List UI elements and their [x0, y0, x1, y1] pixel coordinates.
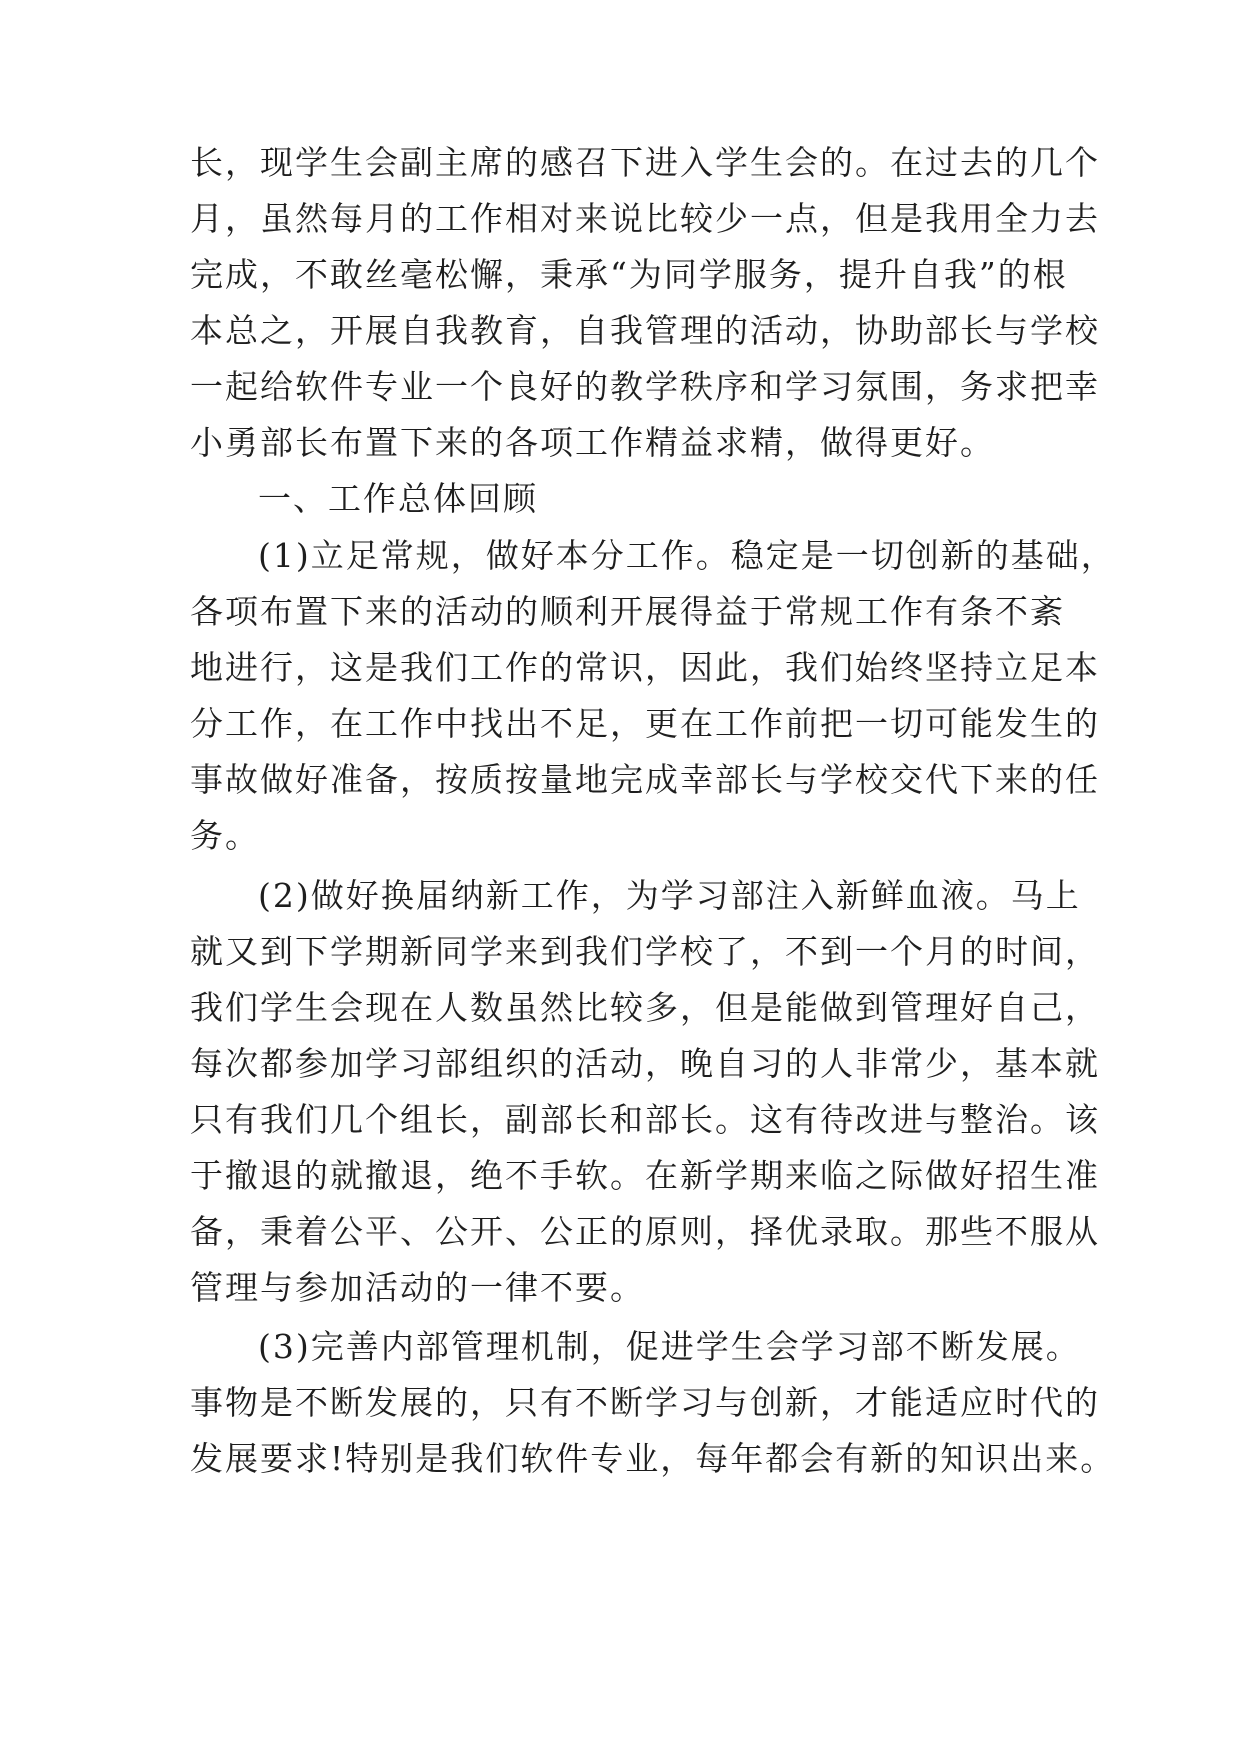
text-line: 各项布置下来的活动的顺利开展得益于常规工作有条不紊: [190, 592, 1065, 631]
text-line: 本总之，开展自我教育，自我管理的活动，协助部长与学校: [190, 311, 1100, 350]
text-line: 我们学生会现在人数虽然比较多，但是能做到管理好自己，: [190, 988, 1100, 1027]
text-line: 长，现学生会副主席的感召下进入学生会的。在过去的几个: [190, 143, 1100, 182]
text-line: 就又到下学期新同学来到我们学校了，不到一个月的时间，: [190, 932, 1100, 971]
text-line: 每次都参加学习部组织的活动，晚自习的人非常少，基本就: [190, 1044, 1100, 1083]
text-line: 备，秉着公平、公开、公正的原则，择优录取。那些不服从: [190, 1212, 1100, 1251]
text-line: 地进行，这是我们工作的常识，因此，我们始终坚持立足本: [190, 648, 1100, 687]
text-line: 事物是不断发展的，只有不断学习与创新，才能适应时代的: [190, 1383, 1100, 1422]
text-line: 小勇部长布置下来的各项工作精益求精，做得更好。: [190, 423, 995, 462]
text-line: 于撤退的就撤退，绝不手软。在新学期来临之际做好招生准: [190, 1156, 1100, 1195]
paragraph-first-line: (3)完善内部管理机制，促进学生会学习部不断发展。: [258, 1327, 1081, 1366]
text-line: 完成，不敢丝毫松懈，秉承“为同学服务，提升自我”的根: [190, 255, 1068, 294]
text-line: 一起给软件专业一个良好的教学秩序和学习氛围，务求把幸: [190, 367, 1100, 406]
paragraph-first-line: (2)做好换届纳新工作，为学习部注入新鲜血液。马上: [258, 876, 1081, 915]
text-line: 只有我们几个组长，副部长和部长。这有待改进与整治。该: [190, 1100, 1100, 1139]
text-line: 发展要求!特别是我们软件专业，每年都会有新的知识出来。: [190, 1439, 1116, 1478]
text-line: 务。: [190, 816, 260, 855]
section-heading: 一、工作总体回顾: [258, 479, 538, 518]
text-line: 管理与参加活动的一律不要。: [190, 1268, 645, 1307]
paragraph-first-line: (1)立足常规，做好本分工作。稳定是一切创新的基础，: [258, 536, 1116, 575]
text-line: 月，虽然每月的工作相对来说比较少一点，但是我用全力去: [190, 199, 1100, 238]
text-line: 分工作，在工作中找出不足，更在工作前把一切可能发生的: [190, 704, 1100, 743]
text-line: 事故做好准备，按质按量地完成幸部长与学校交代下来的任: [190, 760, 1100, 799]
